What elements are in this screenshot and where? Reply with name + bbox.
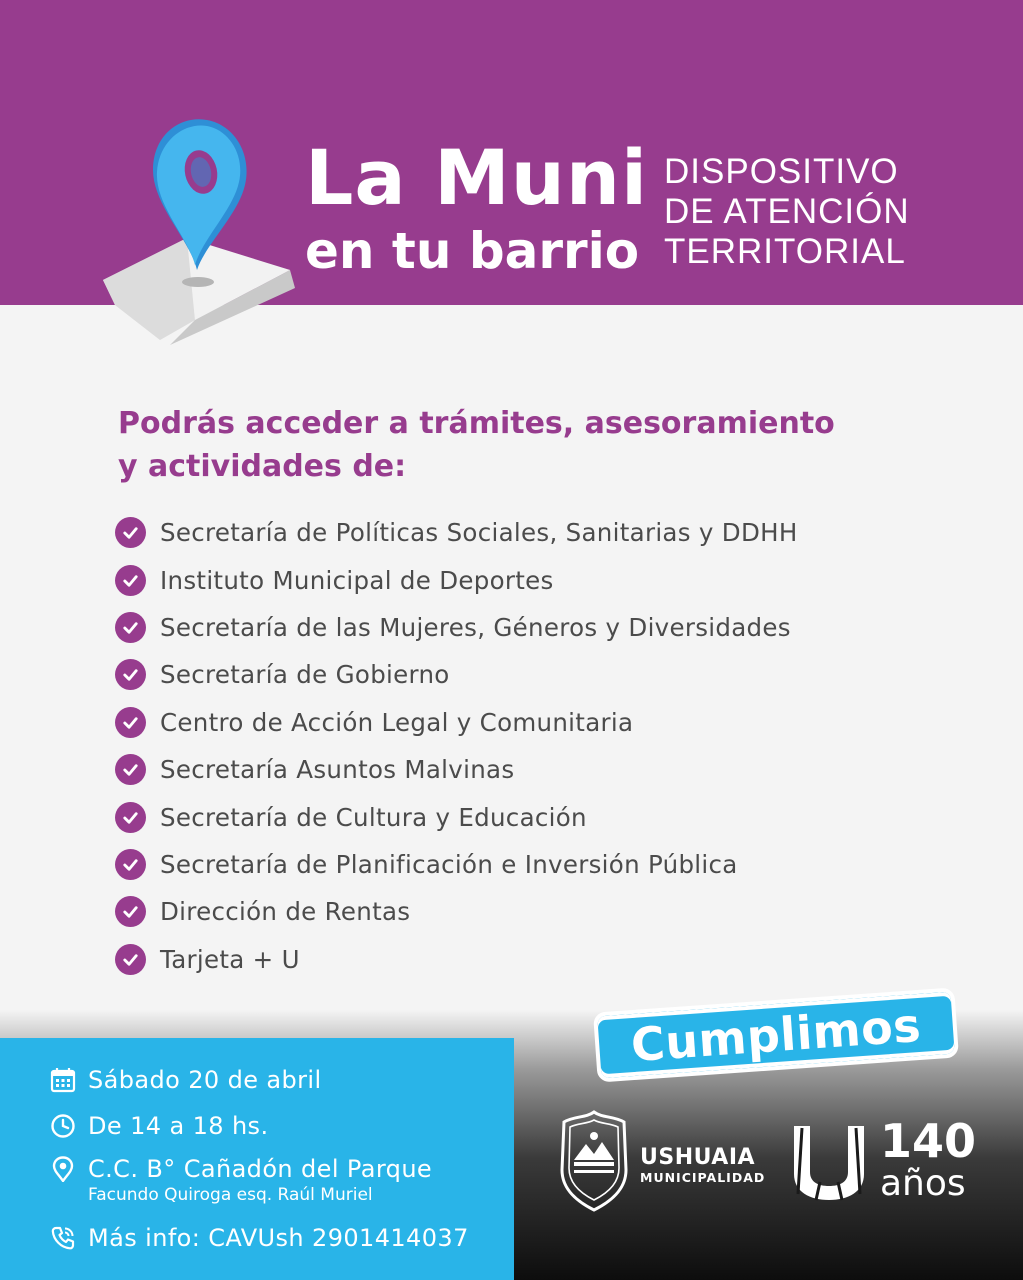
ushuaia-sub: MUNICIPALIDAD bbox=[640, 1170, 766, 1185]
service-label: Secretaría de Cultura y Educación bbox=[160, 802, 587, 832]
clock-icon bbox=[50, 1113, 76, 1139]
check-icon bbox=[115, 802, 146, 833]
intro-line-2: y actividades de: bbox=[118, 449, 407, 484]
subtitle-line-1: DISPOSITIVO bbox=[664, 152, 899, 191]
intro-line-1: Podrás acceder a trámites, asesoramiento bbox=[118, 406, 835, 441]
event-place: C.C. B° Cañadón del Parque bbox=[88, 1155, 433, 1183]
check-icon bbox=[115, 565, 146, 596]
list-item bbox=[115, 746, 798, 793]
event-time: De 14 a 18 hs. bbox=[88, 1112, 269, 1140]
time-row bbox=[50, 1112, 269, 1140]
service-label: Secretaría de Planificación e Inversión Pública bbox=[160, 849, 738, 879]
years-label: años bbox=[880, 1163, 966, 1204]
list-item bbox=[115, 841, 798, 888]
title-line-2: en tu barrio bbox=[305, 222, 640, 280]
list-item bbox=[115, 699, 798, 746]
title-line-1: La Muni bbox=[305, 133, 649, 222]
event-contact: Más info: CAVUsh 2901414037 bbox=[88, 1224, 469, 1252]
check-icon bbox=[115, 944, 146, 975]
date-row bbox=[50, 1066, 322, 1094]
check-icon bbox=[115, 707, 146, 738]
list-item bbox=[115, 556, 798, 603]
ushuaia-shield-icon bbox=[556, 1110, 632, 1212]
list-item bbox=[115, 888, 798, 935]
event-address: Facundo Quiroga esq. Raúl Muriel bbox=[88, 1185, 373, 1205]
main-title bbox=[305, 133, 649, 280]
check-icon bbox=[115, 849, 146, 880]
map-pin-icon bbox=[95, 110, 305, 355]
check-icon bbox=[115, 896, 146, 927]
phone-icon bbox=[50, 1225, 76, 1251]
service-label: Tarjeta + U bbox=[160, 944, 300, 974]
check-icon bbox=[115, 612, 146, 643]
event-date: Sábado 20 de abril bbox=[88, 1066, 322, 1094]
list-item bbox=[115, 604, 798, 651]
list-item bbox=[115, 936, 798, 983]
subtitle bbox=[664, 152, 910, 272]
ushuaia-name: USHUAIA bbox=[640, 1145, 756, 1170]
calendar-icon bbox=[50, 1067, 76, 1093]
list-item bbox=[115, 793, 798, 840]
service-label: Secretaría de Políticas Sociales, Sanitarias y DDHH bbox=[160, 518, 798, 548]
cumplimos-text: Cumplimos bbox=[629, 997, 923, 1073]
check-icon bbox=[115, 754, 146, 785]
service-label: Dirección de Rentas bbox=[160, 897, 411, 927]
service-label: Secretaría Asuntos Malvinas bbox=[160, 755, 515, 785]
services-list bbox=[115, 509, 798, 983]
service-label: Centro de Acción Legal y Comunitaria bbox=[160, 707, 634, 737]
subtitle-line-2: DE ATENCIÓN bbox=[664, 192, 910, 231]
service-label: Instituto Municipal de Deportes bbox=[160, 565, 554, 595]
list-item bbox=[115, 651, 798, 698]
contact-row bbox=[50, 1224, 469, 1252]
list-item bbox=[115, 509, 798, 556]
place-row bbox=[50, 1155, 432, 1183]
intro-text bbox=[118, 402, 938, 488]
check-icon bbox=[115, 659, 146, 690]
service-label: Secretaría de Gobierno bbox=[160, 660, 450, 690]
u-anniversary-logo bbox=[790, 1124, 868, 1202]
service-label: Secretaría de las Mujeres, Géneros y Diversidades bbox=[160, 612, 791, 642]
check-icon bbox=[115, 517, 146, 548]
location-pin-icon bbox=[50, 1156, 76, 1182]
years-number: 140 bbox=[880, 1114, 977, 1168]
subtitle-line-3: TERRITORIAL bbox=[664, 232, 906, 271]
